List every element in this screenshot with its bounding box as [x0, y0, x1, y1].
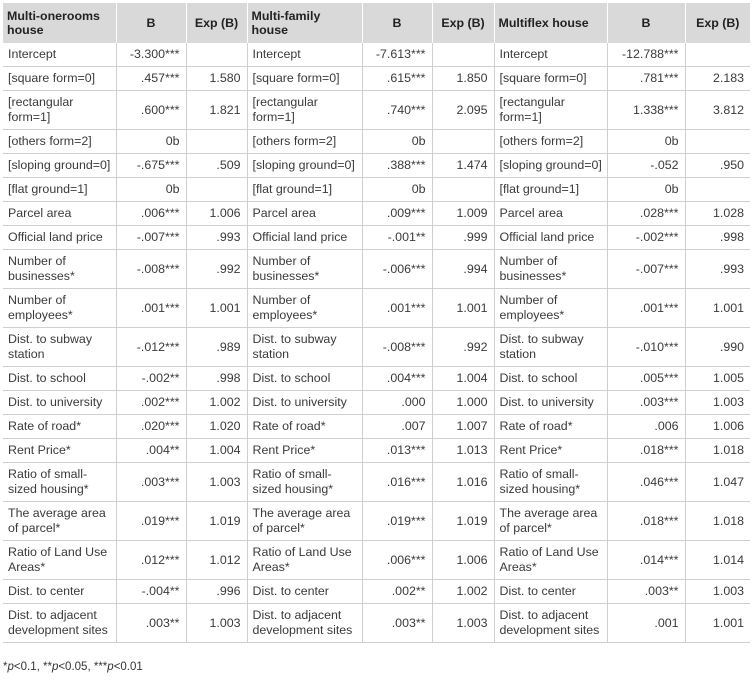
table-row	[3, 391, 750, 415]
table-row	[3, 541, 750, 580]
b-coefficient: .600***	[116, 91, 186, 130]
variable-label: Dist. to subway station	[3, 328, 116, 367]
header-b: B	[607, 3, 685, 43]
b-coefficient: .009***	[362, 202, 432, 226]
exp-b-value: 3.812	[685, 91, 750, 130]
exp-b-value: 1.003	[685, 391, 750, 415]
variable-label: [flat ground=1]	[247, 178, 362, 202]
header-exp-b: Exp (B)	[685, 3, 750, 43]
variable-label: Dist. to adjacent development sites	[3, 604, 116, 643]
exp-b-value: 1.001	[432, 289, 494, 328]
exp-b-value: .994	[432, 250, 494, 289]
exp-b-value: 1.019	[432, 502, 494, 541]
b-coefficient: 0b	[116, 178, 186, 202]
b-coefficient: .000	[362, 391, 432, 415]
variable-label: Official land price	[494, 226, 607, 250]
significance-footnote: *p<0.1, **p<0.05, ***p<0.01	[3, 661, 143, 673]
exp-b-value: 1.005	[685, 367, 750, 391]
table-row	[3, 91, 750, 130]
exp-b-value: 1.014	[685, 541, 750, 580]
variable-label: Ratio of small-sized housing*	[494, 463, 607, 502]
exp-b-value: .509	[186, 154, 247, 178]
b-coefficient: .028***	[607, 202, 685, 226]
variable-label: Intercept	[3, 43, 116, 67]
b-coefficient: .018***	[607, 439, 685, 463]
table-row	[3, 415, 750, 439]
b-coefficient: .014***	[607, 541, 685, 580]
exp-b-value	[432, 130, 494, 154]
variable-label: Dist. to adjacent development sites	[494, 604, 607, 643]
exp-b-value: .999	[432, 226, 494, 250]
variable-label: Dist. to school	[494, 367, 607, 391]
exp-b-value: 1.020	[186, 415, 247, 439]
variable-label: Ratio of Land Use Areas*	[247, 541, 362, 580]
variable-label: Parcel area	[3, 202, 116, 226]
variable-label: Dist. to center	[494, 580, 607, 604]
variable-label: Ratio of Land Use Areas*	[3, 541, 116, 580]
b-coefficient: .006	[607, 415, 685, 439]
variable-label: [others form=2]	[3, 130, 116, 154]
exp-b-value: 1.013	[432, 439, 494, 463]
b-coefficient: .018***	[607, 502, 685, 541]
variable-label: [square form=0]	[247, 67, 362, 91]
exp-b-value	[432, 43, 494, 67]
variable-label: [square form=0]	[3, 67, 116, 91]
header-multi-family: Multi-family house	[247, 3, 362, 43]
table-row	[3, 439, 750, 463]
exp-b-value: 1.821	[186, 91, 247, 130]
header-multiflex: Multiflex house	[494, 3, 607, 43]
variable-label: Dist. to center	[3, 580, 116, 604]
b-coefficient: -.008***	[362, 328, 432, 367]
table-row	[3, 367, 750, 391]
exp-b-value: 1.001	[186, 289, 247, 328]
exp-b-value: 1.018	[685, 502, 750, 541]
b-coefficient: 0b	[116, 130, 186, 154]
table-row	[3, 328, 750, 367]
variable-label: Dist. to school	[247, 367, 362, 391]
variable-label: Rate of road*	[494, 415, 607, 439]
b-coefficient: 0b	[362, 178, 432, 202]
table-row	[3, 202, 750, 226]
exp-b-value: .998	[685, 226, 750, 250]
b-coefficient: .615***	[362, 67, 432, 91]
b-coefficient: -12.788***	[607, 43, 685, 67]
b-coefficient: .004**	[116, 439, 186, 463]
exp-b-value	[685, 43, 750, 67]
table-row	[3, 580, 750, 604]
variable-label: [square form=0]	[494, 67, 607, 91]
exp-b-value: .992	[432, 328, 494, 367]
exp-b-value	[186, 178, 247, 202]
b-coefficient: -.010***	[607, 328, 685, 367]
variable-label: Rent Price*	[494, 439, 607, 463]
exp-b-value: .950	[685, 154, 750, 178]
header-multi-onerooms: Multi-onerooms house	[3, 3, 116, 43]
variable-label: [rectangular form=1]	[247, 91, 362, 130]
variable-label: Intercept	[247, 43, 362, 67]
b-coefficient: .046***	[607, 463, 685, 502]
variable-label: Rate of road*	[3, 415, 116, 439]
exp-b-value: 1.019	[186, 502, 247, 541]
b-coefficient: 0b	[607, 178, 685, 202]
b-coefficient: .016***	[362, 463, 432, 502]
table-row	[3, 463, 750, 502]
table-row	[3, 43, 750, 67]
variable-label: [sloping ground=0]	[247, 154, 362, 178]
exp-b-value: 1.009	[432, 202, 494, 226]
variable-label: [flat ground=1]	[494, 178, 607, 202]
table-row	[3, 289, 750, 328]
exp-b-value: .992	[186, 250, 247, 289]
table-row	[3, 178, 750, 202]
variable-label: Number of businesses*	[247, 250, 362, 289]
variable-label: Rent Price*	[247, 439, 362, 463]
table-row	[3, 130, 750, 154]
variable-label: [sloping ground=0]	[494, 154, 607, 178]
table-body	[3, 43, 750, 643]
exp-b-value: .993	[685, 250, 750, 289]
b-coefficient: .019***	[116, 502, 186, 541]
variable-label: Dist. to university	[3, 391, 116, 415]
variable-label: Official land price	[247, 226, 362, 250]
exp-b-value: 1.006	[685, 415, 750, 439]
variable-label: Dist. to subway station	[247, 328, 362, 367]
variable-label: Official land price	[3, 226, 116, 250]
variable-label: The average area of parcel*	[247, 502, 362, 541]
b-coefficient: -.006***	[362, 250, 432, 289]
header-b: B	[116, 3, 186, 43]
b-coefficient: -.007***	[116, 226, 186, 250]
exp-b-value: 1.018	[685, 439, 750, 463]
b-coefficient: -7.613***	[362, 43, 432, 67]
exp-b-value: .990	[685, 328, 750, 367]
variable-label: Dist. to adjacent development sites	[247, 604, 362, 643]
b-coefficient: .003***	[116, 463, 186, 502]
exp-b-value: 1.474	[432, 154, 494, 178]
table-row	[3, 250, 750, 289]
exp-b-value: 1.016	[432, 463, 494, 502]
variable-label: Ratio of small-sized housing*	[3, 463, 116, 502]
b-coefficient: .020***	[116, 415, 186, 439]
exp-b-value	[685, 178, 750, 202]
variable-label: Ratio of small-sized housing*	[247, 463, 362, 502]
b-coefficient: -.001**	[362, 226, 432, 250]
b-coefficient: .001***	[362, 289, 432, 328]
b-coefficient: -.002**	[116, 367, 186, 391]
variable-label: Dist. to subway station	[494, 328, 607, 367]
variable-label: [sloping ground=0]	[3, 154, 116, 178]
b-coefficient: -.002***	[607, 226, 685, 250]
b-coefficient: .457***	[116, 67, 186, 91]
b-coefficient: 0b	[362, 130, 432, 154]
b-coefficient: .003**	[116, 604, 186, 643]
b-coefficient: -.012***	[116, 328, 186, 367]
exp-b-value: 1.004	[432, 367, 494, 391]
table-row	[3, 502, 750, 541]
b-coefficient: .006***	[362, 541, 432, 580]
exp-b-value: .989	[186, 328, 247, 367]
regression-results-table	[3, 3, 750, 643]
b-coefficient: .013***	[362, 439, 432, 463]
b-coefficient: .781***	[607, 67, 685, 91]
exp-b-value: 2.183	[685, 67, 750, 91]
b-coefficient: .001***	[607, 289, 685, 328]
b-coefficient: .019***	[362, 502, 432, 541]
variable-label: [others form=2]	[247, 130, 362, 154]
b-coefficient: .740***	[362, 91, 432, 130]
exp-b-value: 1.850	[432, 67, 494, 91]
exp-b-value: 1.012	[186, 541, 247, 580]
exp-b-value: 1.003	[685, 580, 750, 604]
variable-label: [flat ground=1]	[3, 178, 116, 202]
exp-b-value	[186, 43, 247, 67]
exp-b-value: 1.001	[685, 289, 750, 328]
exp-b-value: 1.002	[432, 580, 494, 604]
header-b: B	[362, 3, 432, 43]
variable-label: [rectangular form=1]	[3, 91, 116, 130]
variable-label: Ratio of Land Use Areas*	[494, 541, 607, 580]
exp-b-value	[685, 130, 750, 154]
exp-b-value: .998	[186, 367, 247, 391]
exp-b-value	[432, 178, 494, 202]
variable-label: Number of employees*	[247, 289, 362, 328]
variable-label: Number of employees*	[494, 289, 607, 328]
table-row	[3, 226, 750, 250]
exp-b-value: 1.006	[432, 541, 494, 580]
exp-b-value	[186, 130, 247, 154]
b-coefficient: -3.300***	[116, 43, 186, 67]
exp-b-value: 1.007	[432, 415, 494, 439]
b-coefficient: .005***	[607, 367, 685, 391]
b-coefficient: .001***	[116, 289, 186, 328]
b-coefficient: .001	[607, 604, 685, 643]
variable-label: Intercept	[494, 43, 607, 67]
variable-label: Dist. to center	[247, 580, 362, 604]
header-exp-b: Exp (B)	[432, 3, 494, 43]
exp-b-value: 1.580	[186, 67, 247, 91]
table-row	[3, 154, 750, 178]
table-row	[3, 604, 750, 643]
exp-b-value: .996	[186, 580, 247, 604]
b-coefficient: .002**	[362, 580, 432, 604]
variable-label: Dist. to university	[494, 391, 607, 415]
b-coefficient: 0b	[607, 130, 685, 154]
b-coefficient: -.008***	[116, 250, 186, 289]
b-coefficient: 1.338***	[607, 91, 685, 130]
b-coefficient: -.675***	[116, 154, 186, 178]
exp-b-value: 1.001	[685, 604, 750, 643]
variable-label: Parcel area	[247, 202, 362, 226]
variable-label: [others form=2]	[494, 130, 607, 154]
header-exp-b: Exp (B)	[186, 3, 247, 43]
variable-label: The average area of parcel*	[494, 502, 607, 541]
exp-b-value: 1.003	[432, 604, 494, 643]
variable-label: Parcel area	[494, 202, 607, 226]
exp-b-value: 1.006	[186, 202, 247, 226]
exp-b-value: 1.002	[186, 391, 247, 415]
exp-b-value: 1.003	[186, 463, 247, 502]
variable-label: Dist. to university	[247, 391, 362, 415]
b-coefficient: .007	[362, 415, 432, 439]
variable-label: [rectangular form=1]	[494, 91, 607, 130]
b-coefficient: .012***	[116, 541, 186, 580]
table-row	[3, 67, 750, 91]
variable-label: Number of businesses*	[494, 250, 607, 289]
header-row	[3, 3, 750, 43]
b-coefficient: .003***	[607, 391, 685, 415]
exp-b-value: 1.004	[186, 439, 247, 463]
exp-b-value: 1.003	[186, 604, 247, 643]
b-coefficient: -.004**	[116, 580, 186, 604]
exp-b-value: .993	[186, 226, 247, 250]
exp-b-value: 1.000	[432, 391, 494, 415]
exp-b-value: 1.047	[685, 463, 750, 502]
variable-label: Number of businesses*	[3, 250, 116, 289]
b-coefficient: .002***	[116, 391, 186, 415]
b-coefficient: .003**	[607, 580, 685, 604]
variable-label: Rate of road*	[247, 415, 362, 439]
variable-label: The average area of parcel*	[3, 502, 116, 541]
b-coefficient: .003**	[362, 604, 432, 643]
b-coefficient: .388***	[362, 154, 432, 178]
b-coefficient: .006***	[116, 202, 186, 226]
exp-b-value: 2.095	[432, 91, 494, 130]
variable-label: Rent Price*	[3, 439, 116, 463]
variable-label: Number of employees*	[3, 289, 116, 328]
b-coefficient: -.007***	[607, 250, 685, 289]
exp-b-value: 1.028	[685, 202, 750, 226]
b-coefficient: .004***	[362, 367, 432, 391]
variable-label: Dist. to school	[3, 367, 116, 391]
b-coefficient: -.052	[607, 154, 685, 178]
